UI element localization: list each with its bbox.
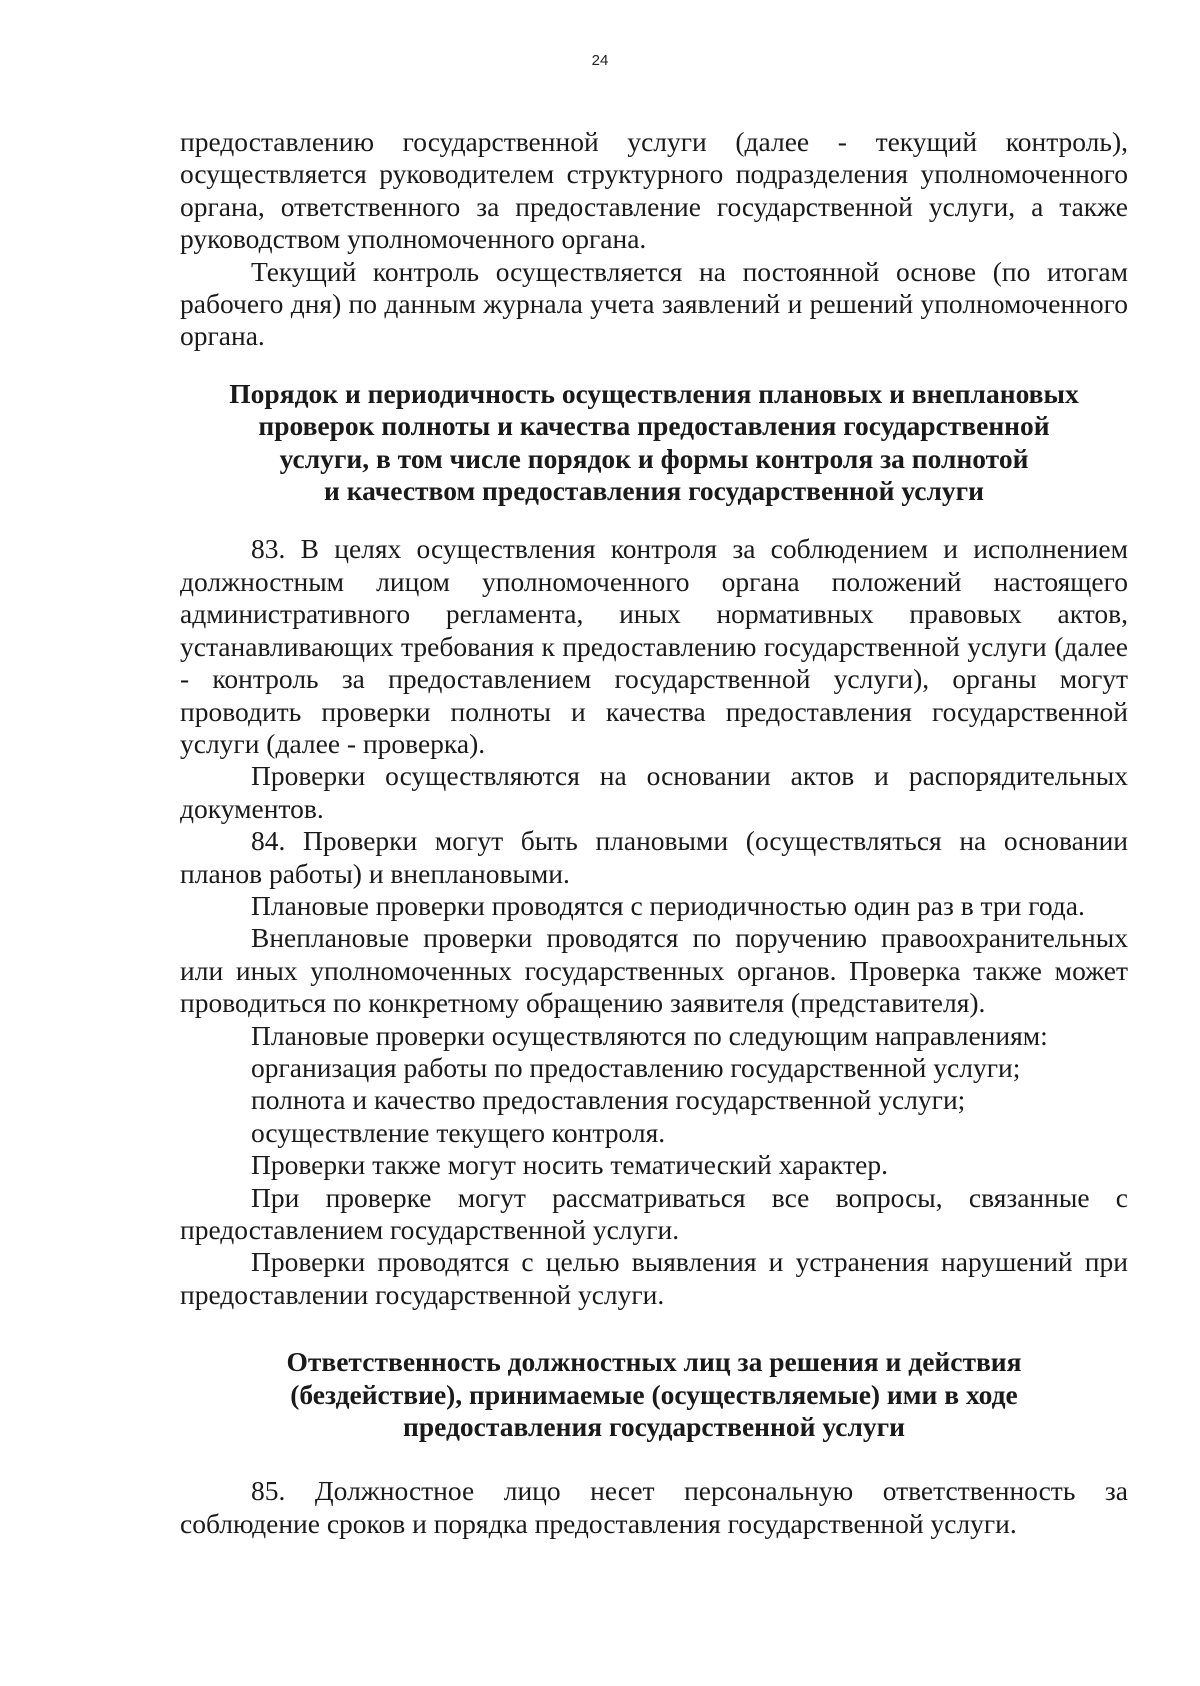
page-number: 24: [591, 52, 609, 69]
list-item: организация работы по предоставлению государственной услуги;: [251, 1051, 1021, 1083]
paragraph: Плановые проверки проводятся с периодичностью один раз в три года.: [251, 889, 1085, 921]
paragraph: Плановые проверки осуществляются по следующим направлениям:: [251, 1019, 1048, 1051]
heading-line: и качеством предоставления государственной услуги: [324, 475, 984, 507]
paragraph: Текущий контроль осуществляется на постоянной основе (по итогам рабочего дня) по данным журнала учета заявлений и решений уполномоченного органа.: [180, 255, 1128, 352]
heading-line: услуги, в том числе порядок и формы контроля за полнотой: [279, 442, 1029, 474]
paragraph: 84. Проверки могут быть плановыми (осуществляться на основании планов работы) и внеплановыми.: [180, 825, 1128, 889]
paragraph: Проверки проводятся с целью выявления и устранения нарушений при предоставлении государственной услуги.: [180, 1246, 1128, 1310]
heading-line: Ответственность должностных лиц за решения и действия: [286, 1346, 1022, 1378]
list-item: полнота и качество предоставления государственной услуги;: [251, 1084, 966, 1116]
heading-line: проверок полноты и качества предоставления государственной: [258, 410, 1050, 442]
paragraph: Проверки осуществляются на основании актов и распорядительных документов.: [180, 760, 1128, 824]
paragraph: предоставлению государственной услуги (далее - текущий контроль), осуществляется руководителем структурного подразделения уполномоченного органа, ответственного за предоставление государственной услуги, а также руководством уполномоченного органа.: [180, 126, 1128, 255]
paragraph: 83. В целях осуществления контроля за соблюдением и исполнением должностным лицом уполномоченного органа положений настоящего административного регламента, иных нормативных правовых актов, устанавливающих требования к предоставлению государственной услуги (далее - контроль за предоставлением государственной услуги), органы могут проводить проверки полноты и качества предоставления государственной услуги (далее - проверка).: [180, 533, 1128, 759]
heading-line: предоставления государственной услуги: [403, 1411, 905, 1443]
list-item: осуществление текущего контроля.: [251, 1116, 666, 1148]
section-heading-responsibility: [180, 1346, 1128, 1443]
paragraph: Внеплановые проверки проводятся по поручению правоохранительных или иных уполномоченных государственных органов. Проверка также может проводиться по конкретному обращению заявителя (представителя).: [180, 922, 1128, 1019]
paragraph: Проверки также могут носить тематический характер.: [251, 1149, 888, 1181]
heading-line: Порядок и периодичность осуществления плановых и внеплановых: [229, 377, 1079, 409]
heading-line: (бездействие), принимаемые (осуществляемые) ими в ходе: [290, 1378, 1018, 1410]
section-heading-inspections: [180, 378, 1128, 508]
paragraph: 85. Должностное лицо несет персональную ответственность за соблюдение сроков и порядка предоставления государственной услуги.: [180, 1475, 1128, 1539]
document-body: [180, 126, 1128, 1540]
paragraph: При проверке могут рассматриваться все вопросы, связанные с предоставлением государственной услуги.: [180, 1181, 1128, 1245]
